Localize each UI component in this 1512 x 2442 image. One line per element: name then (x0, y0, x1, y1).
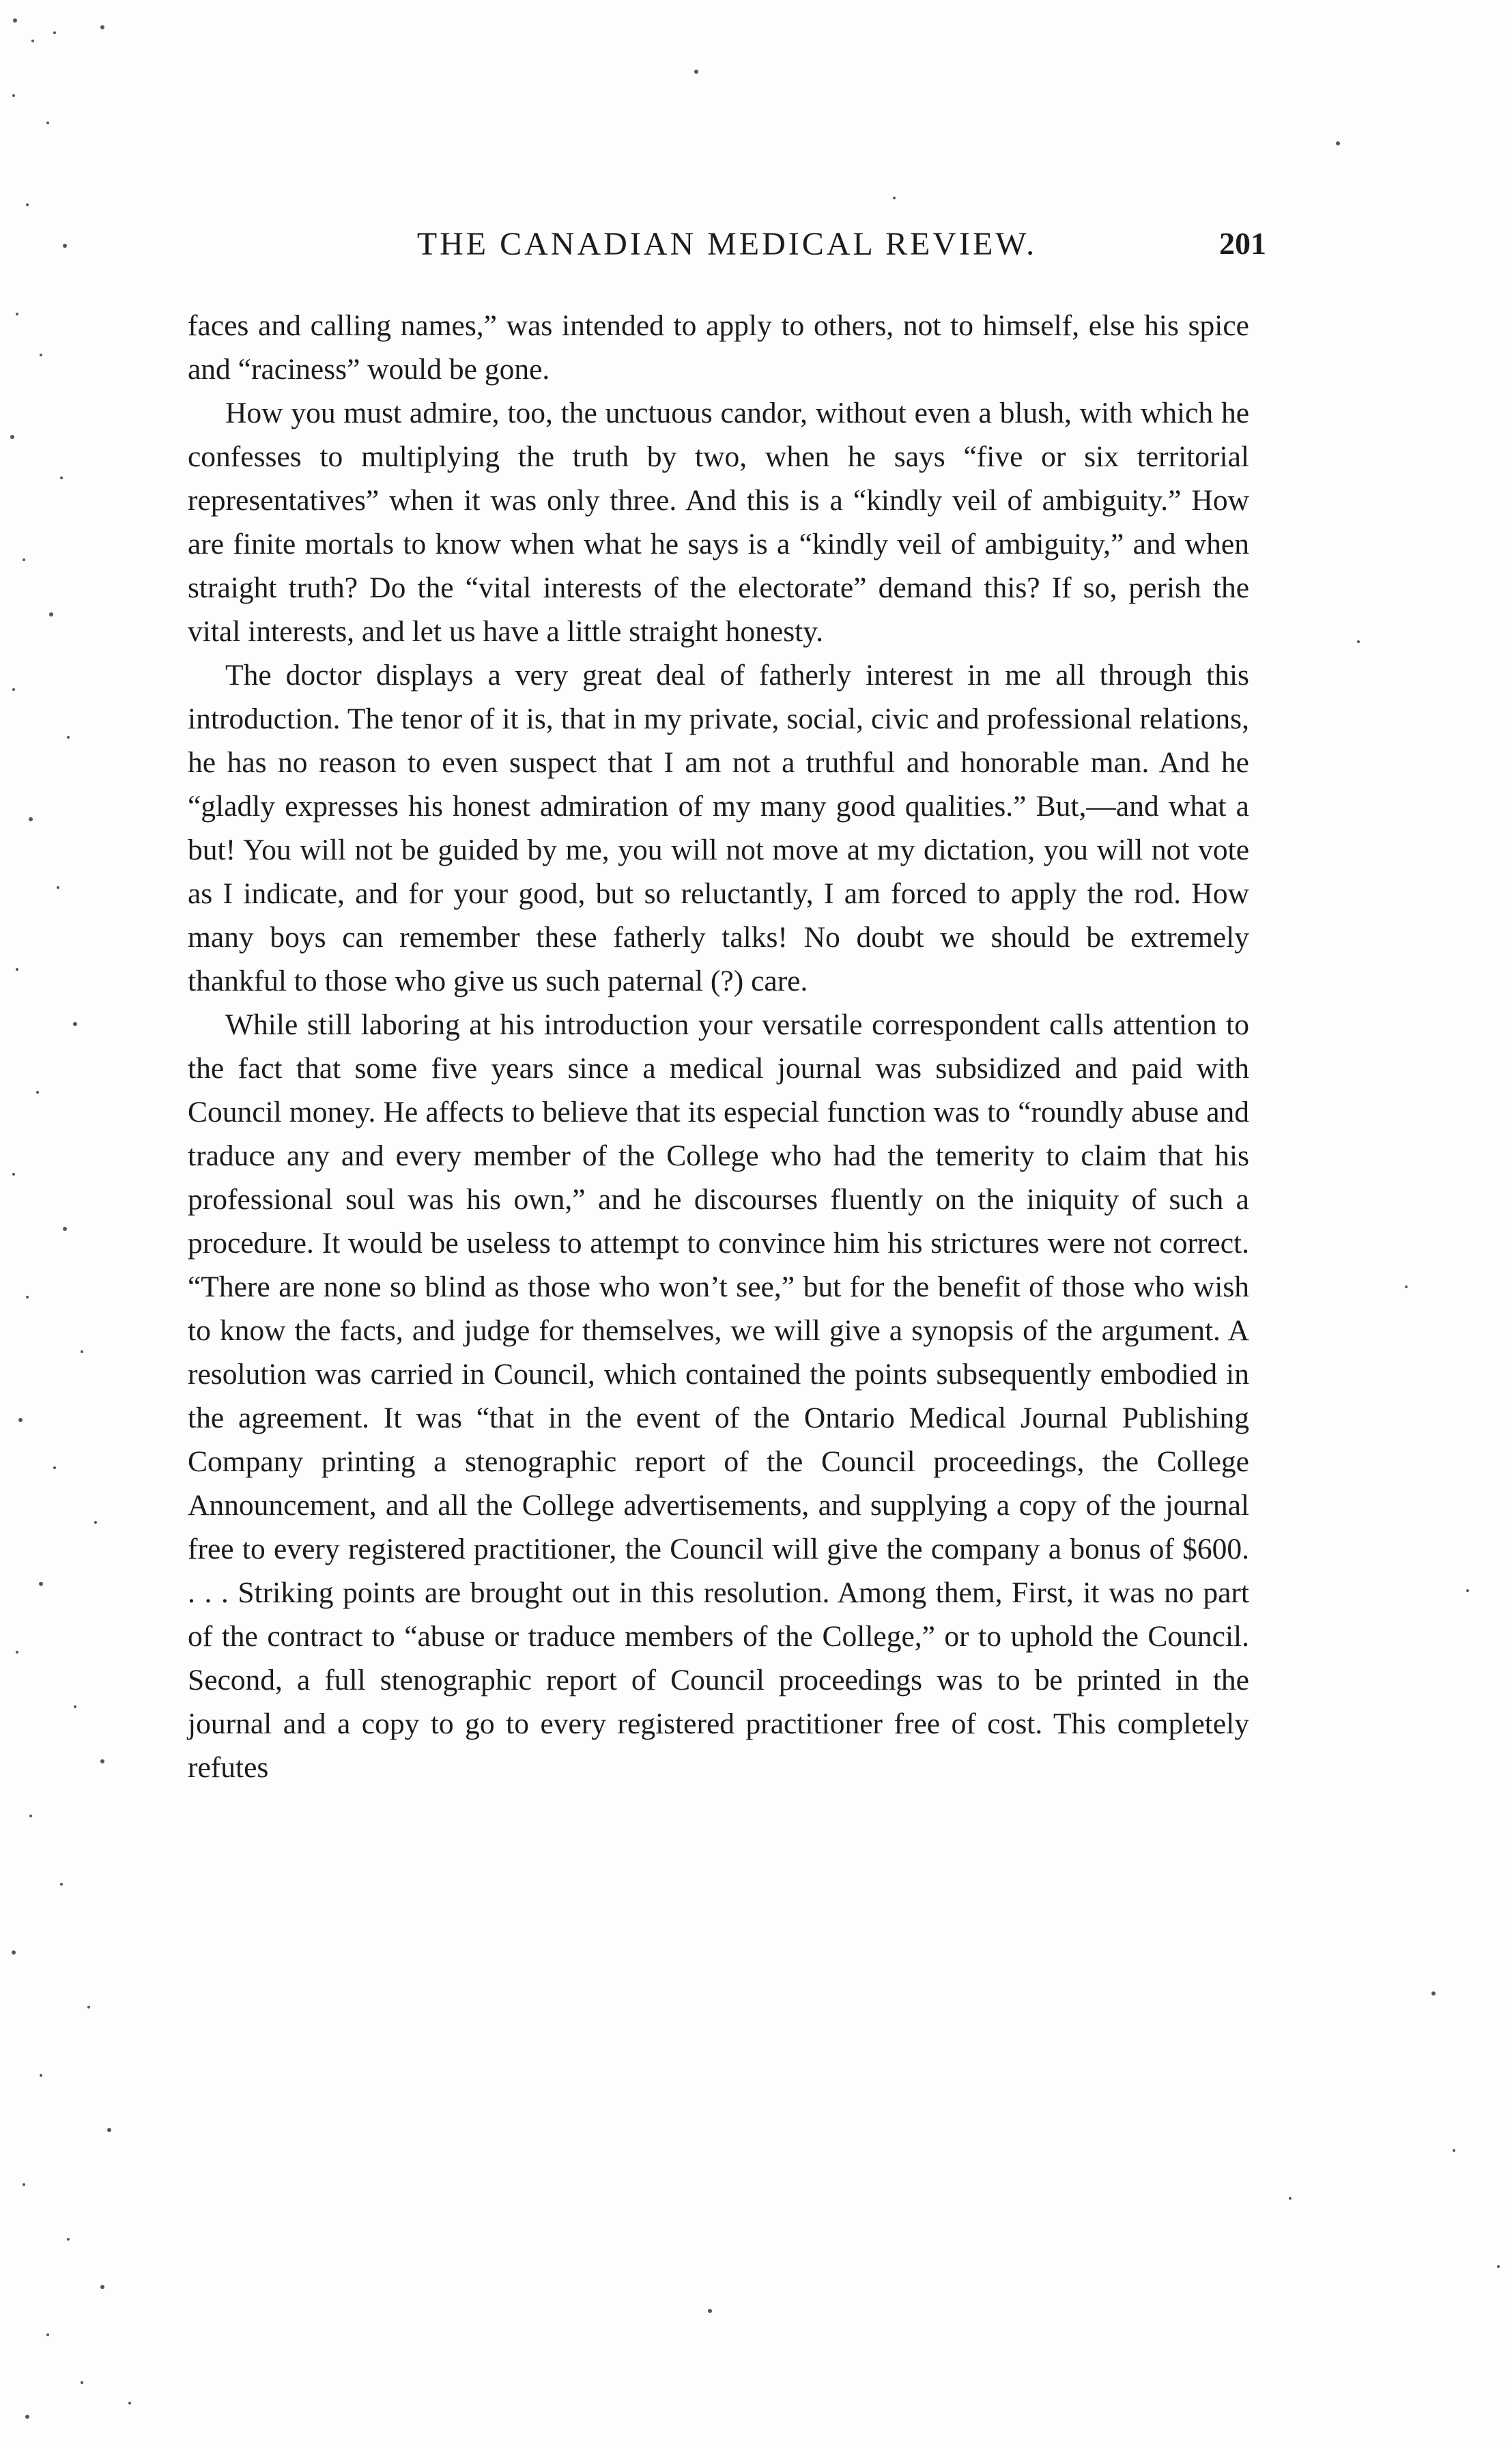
paragraph: While still laboring at his introduction your versatile correspondent calls attention to the fact that some five years since a medical journal was subsidized and paid with Council money. He affects to believe that its especial function was to “roundly abuse and traduce any and every member of the College who had the temerity to claim that his professional soul was his own,” and he discourses fluently on the iniquity of such a procedure. It would be useless to attempt to convince him his strictures were not correct. “There are none so blind as those who won’t see,” but for the benefit of those who wish to know the facts, and judge for themselves, we will give a synopsis of the argument. A resolution was carried in Council, which contained the points subsequently embodied in the agreement. It was “that in the event of the Ontario Medical Journal Publishing Company printing a stenographic report of the Council proceedings, the College Announcement, and all the College advertisements, and supplying a copy of the journal free to every registered practitioner, the Council will give the company a bonus of $600. . . . Striking points are brought out in this resolution. Among them, First, it was no part of the contract to “abuse or traduce members of the College,” or to uphold the Council. Second, a full stenographic report of Council proceedings was to be printed in the journal and a copy to go to every registered practitioner free of cost. This completely refutes (188, 1008, 1249, 1784)
journal-title: THE CANADIAN MEDICAL REVIEW. (416, 226, 1038, 262)
article-body (188, 304, 1249, 1789)
paragraph: The doctor displays a very great deal of fatherly interest in me all through this introduction. The tenor of it is, that in my private, social, civic and professional relations, he has no reason to even suspect that I am not a truthful and honorable man. And he “gladly expresses his honest admiration of my many good qualities.” But,—and what a but! You will not be guided by me, you will not move at my dictation, you will not vote as I indicate, and for your good, but so reluctantly, I am forced to apply the rod. How many boys can remember these fatherly talks! No doubt we should be extremely thankful to those who give us such paternal (?) care. (188, 659, 1249, 997)
running-header (188, 225, 1266, 280)
paragraph: faces and calling names,” was intended to apply to others, not to himself, else his spice and “raciness” would be gone. (188, 309, 1249, 386)
page-number: 201 (1219, 226, 1266, 261)
paragraph: How you must admire, too, the unctuous candor, without even a blush, with which he confesses to multiplying the truth by two, when he says “five or six territorial representatives” when it was only three. And this is a “kindly veil of ambiguity.” How are finite mortals to know when what he says is a “kindly veil of ambiguity,” and when straight truth? Do the “vital interests of the electorate” demand this? If so, perish the vital interests, and let us have a little straight honesty. (188, 397, 1249, 648)
